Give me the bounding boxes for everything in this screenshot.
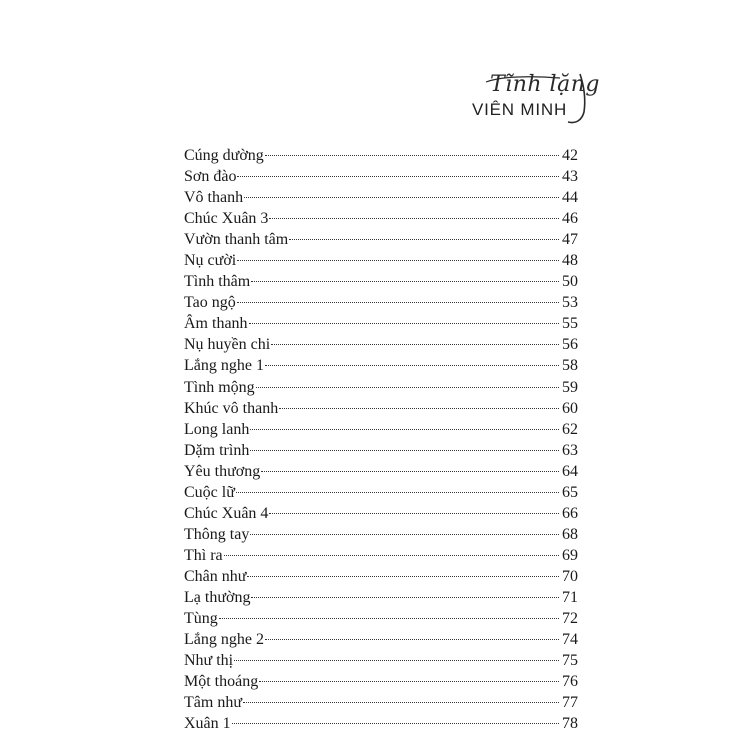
toc-entry-page: 58	[562, 357, 578, 375]
toc-entry-title: Cuộc lữ	[184, 483, 235, 501]
toc-entry-title: Dặm trình	[184, 441, 250, 459]
dot-leader	[279, 408, 559, 409]
toc-entry-page: 47	[562, 231, 578, 249]
toc-entry-page: 72	[562, 610, 578, 628]
toc-entry	[184, 545, 578, 566]
toc-entry-page: 64	[562, 462, 578, 480]
toc-entry	[184, 419, 578, 440]
toc-entry-page: 42	[562, 147, 578, 164]
author-name: VIÊN MINH	[472, 100, 568, 119]
toc-entry	[184, 166, 578, 187]
dot-leader	[244, 197, 559, 198]
dot-leader	[232, 723, 559, 724]
toc-entry-page: 70	[562, 567, 578, 585]
dot-leader	[237, 176, 559, 177]
toc-entry	[184, 334, 578, 355]
toc-entry-page: 55	[562, 315, 578, 333]
toc-entry-title: Xuân 1	[184, 715, 231, 733]
dot-leader	[250, 534, 559, 535]
dot-leader	[265, 365, 559, 366]
dot-leader	[224, 555, 559, 556]
toc-entry-page: 77	[562, 694, 578, 712]
toc-entry-page: 68	[562, 525, 578, 543]
dot-leader	[250, 429, 559, 430]
toc-entry-title: Một thoáng	[184, 673, 259, 691]
dot-leader	[271, 344, 559, 345]
toc-entry-page: 43	[562, 168, 578, 186]
toc-entry-title: Âm thanh	[184, 315, 248, 333]
dot-leader	[249, 323, 559, 324]
toc-entry-title: Thông tay	[184, 525, 250, 543]
toc-entry-page: 53	[562, 294, 578, 312]
toc-entry-page: 66	[562, 504, 578, 522]
toc-entry-title: Vườn thanh tâm	[184, 231, 289, 249]
toc-entry	[184, 692, 578, 713]
toc-entry-title: Cúng dường	[184, 147, 264, 164]
dot-leader	[219, 618, 559, 619]
toc-entry	[184, 482, 578, 503]
toc-entry	[184, 608, 578, 629]
toc-entry-page: 76	[562, 673, 578, 691]
toc-entry	[184, 713, 578, 734]
toc-entry-page: 44	[562, 189, 578, 207]
toc-entry	[184, 587, 578, 608]
toc-entry-page: 63	[562, 441, 578, 459]
toc-entry-title: Nụ cười	[184, 252, 237, 270]
toc-entry	[184, 229, 578, 250]
dot-leader	[265, 155, 559, 156]
toc-entry-page: 65	[562, 483, 578, 501]
toc-entry-page: 62	[562, 420, 578, 438]
toc-entry	[184, 271, 578, 292]
toc-entry	[184, 313, 578, 334]
toc-entry	[184, 377, 578, 398]
dot-leader	[247, 576, 559, 577]
toc-entry-title: Chúc Xuân 4	[184, 504, 269, 522]
toc-entry	[184, 566, 578, 587]
toc-entry-title: Vô thanh	[184, 189, 244, 207]
toc-entry	[184, 461, 578, 482]
dot-leader	[236, 492, 559, 493]
table-of-contents	[184, 145, 578, 734]
toc-entry-title: Tao ngộ	[184, 294, 236, 312]
dot-leader	[269, 513, 559, 514]
dot-leader	[265, 639, 559, 640]
toc-entry	[184, 208, 578, 229]
dot-leader	[251, 597, 559, 598]
toc-entry	[184, 398, 578, 419]
toc-entry-page: 71	[562, 588, 578, 606]
toc-entry	[184, 292, 578, 313]
toc-entry	[184, 503, 578, 524]
toc-entry-title: Tình mộng	[184, 378, 255, 396]
dot-leader	[234, 660, 559, 661]
toc-entry-page: 75	[562, 652, 578, 670]
dot-leader	[243, 702, 559, 703]
dot-leader	[237, 302, 559, 303]
toc-entry	[184, 250, 578, 271]
dot-leader	[250, 450, 559, 451]
toc-entry-title: Sơn đào	[184, 168, 237, 186]
book-header	[472, 68, 602, 130]
toc-entry-title: Chúc Xuân 3	[184, 210, 269, 228]
toc-entry	[184, 524, 578, 545]
toc-entry-title: Lạ thường	[184, 588, 251, 606]
toc-entry	[184, 629, 578, 650]
dot-leader	[259, 681, 559, 682]
toc-entry-title: Khúc vô thanh	[184, 399, 279, 417]
toc-entry-title: Lắng nghe 1	[184, 357, 264, 375]
toc-entry-title: Tâm như	[184, 694, 242, 712]
dot-leader	[289, 239, 559, 240]
toc-entry-page: 48	[562, 252, 578, 270]
toc-entry-title: Tình thâm	[184, 273, 251, 291]
toc-entry-title: Lắng nghe 2	[184, 631, 264, 649]
toc-entry	[184, 145, 578, 166]
toc-entry-page: 59	[562, 378, 578, 396]
toc-entry-page: 46	[562, 210, 578, 228]
toc-entry-title: Long lanh	[184, 420, 250, 438]
toc-entry	[184, 671, 578, 692]
toc-entry-page: 74	[562, 631, 578, 649]
dot-leader	[269, 218, 559, 219]
toc-entry-title: Thì ra	[184, 546, 223, 564]
dot-leader	[251, 281, 559, 282]
toc-entry-title: Như thị	[184, 652, 234, 670]
book-title: Tĩnh lặng	[490, 72, 600, 97]
toc-entry	[184, 440, 578, 461]
toc-entry	[184, 355, 578, 376]
toc-entry	[184, 187, 578, 208]
toc-entry-title: Chân như	[184, 567, 247, 585]
dot-leader	[237, 260, 559, 261]
toc-entry-page: 50	[562, 273, 578, 291]
toc-entry-page: 56	[562, 336, 578, 354]
toc-entry-title: Tùng	[184, 610, 218, 628]
dot-leader	[261, 471, 559, 472]
toc-entry-page: 69	[562, 546, 578, 564]
toc-entry-page: 60	[562, 399, 578, 417]
toc-entry	[184, 650, 578, 671]
dot-leader	[256, 387, 559, 388]
toc-entry-page: 78	[562, 715, 578, 733]
toc-entry-title: Yêu thương	[184, 462, 261, 480]
toc-entry-title: Nụ huyền chi	[184, 336, 271, 354]
